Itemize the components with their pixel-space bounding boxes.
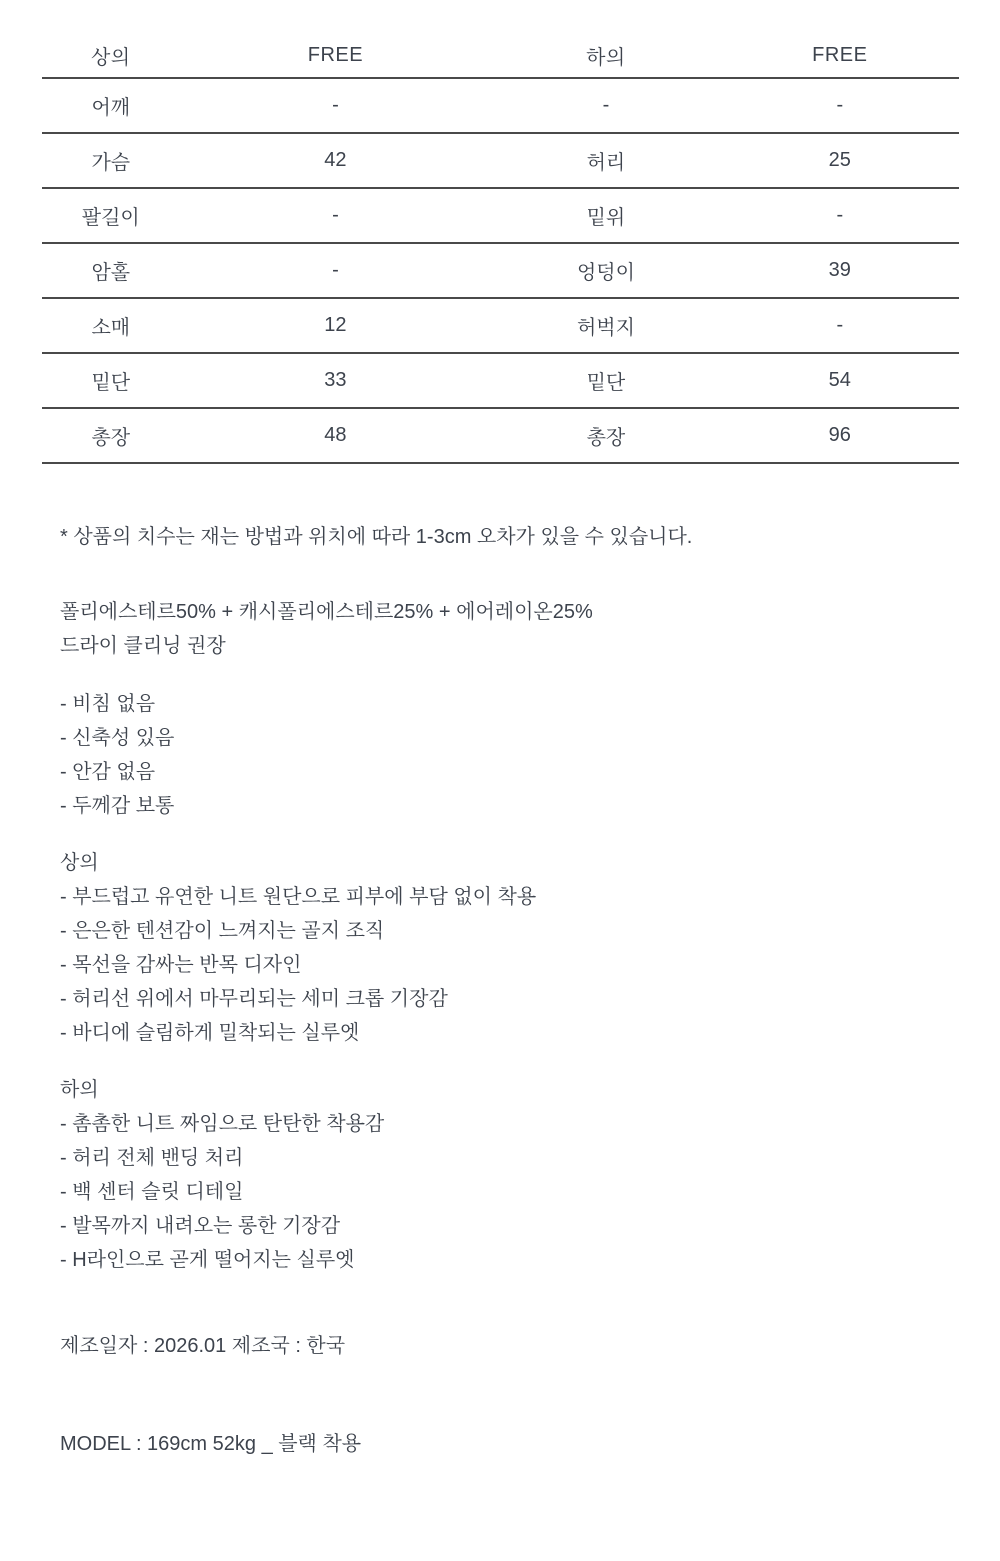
list-item: - 두께감 보통 [60, 795, 175, 817]
size-table-row [42, 298, 959, 353]
size-table-cell: 밑단 [42, 353, 180, 408]
size-table-cell: 팔길이 [42, 188, 180, 243]
size-table-cell: 33 [180, 353, 492, 408]
size-table-cell: 39 [721, 243, 959, 298]
size-table-cell: 밑단 [491, 353, 720, 408]
size-table-cell: 96 [721, 408, 959, 463]
list-item: - H라인으로 곧게 떨어지는 실루엣 [60, 1249, 355, 1271]
size-table-cell: - [180, 78, 492, 133]
top-section-title: 상의 [60, 852, 99, 874]
product-detail-page [0, 34, 1000, 1461]
size-table-cell: 허리 [491, 133, 720, 188]
size-table-cell: 소매 [42, 298, 180, 353]
size-table-row [42, 243, 959, 298]
list-item: - 허리 전체 밴딩 처리 [60, 1147, 244, 1169]
size-table [42, 34, 959, 464]
size-table-cell: 42 [180, 133, 492, 188]
size-table-cell: 54 [721, 353, 959, 408]
size-table-header-cell: 하의 [491, 34, 720, 78]
size-table-cell: 어깨 [42, 78, 180, 133]
top-section-items [60, 880, 1000, 1050]
size-table-cell: 25 [721, 133, 959, 188]
size-table-cell: - [721, 188, 959, 243]
size-table-cell: 밑위 [491, 188, 720, 243]
size-table-header-cell: FREE [721, 34, 959, 78]
size-table-cell: - [721, 298, 959, 353]
fabric-composition: 폴리에스테르50% + 캐시폴리에스테르25% + 에어레이온25% [60, 601, 593, 623]
list-item: - 신축성 있음 [60, 727, 175, 749]
size-table-cell: 총장 [42, 408, 180, 463]
size-table-row [42, 188, 959, 243]
manufacture-info: 제조일자 : 2026.01 제조국 : 한국 [60, 1335, 346, 1357]
bottom-section-items [60, 1107, 1000, 1277]
list-item: - 비침 없음 [60, 693, 156, 715]
size-table-cell: 12 [180, 298, 492, 353]
size-table-body [42, 78, 959, 463]
list-item: - 허리선 위에서 마무리되는 세미 크롭 기장감 [60, 988, 448, 1010]
size-table-cell: - [180, 243, 492, 298]
size-table-cell: - [491, 78, 720, 133]
list-item: - 발목까지 내려오는 롱한 기장감 [60, 1215, 341, 1237]
description-text-area [60, 520, 1000, 1461]
fabric-properties-list [60, 687, 1000, 823]
care-instruction: 드라이 클리닝 권장 [60, 635, 226, 657]
size-table-row [42, 133, 959, 188]
size-table-header-cell: 상의 [42, 34, 180, 78]
size-table-header-cell: FREE [180, 34, 492, 78]
list-item: - 바디에 슬림하게 밀착되는 실루엣 [60, 1022, 360, 1044]
list-item: - 목선을 감싸는 반목 디자인 [60, 954, 302, 976]
size-table-row [42, 78, 959, 133]
size-table-cell: 암홀 [42, 243, 180, 298]
size-table-cell: 허벅지 [491, 298, 720, 353]
fabric-block [60, 595, 1000, 663]
bottom-section-title: 하의 [60, 1079, 99, 1101]
size-table-cell: - [180, 188, 492, 243]
list-item: - 안감 없음 [60, 761, 156, 783]
list-item: - 백 센터 슬릿 디테일 [60, 1181, 244, 1203]
list-item: - 은은한 텐션감이 느껴지는 골지 조직 [60, 920, 385, 942]
size-table-row [42, 408, 959, 463]
size-table-row [42, 353, 959, 408]
size-table-header-row [42, 34, 959, 78]
model-info: MODEL : 169cm 52kg _ 블랙 착용 [60, 1433, 362, 1455]
size-table-cell: - [721, 78, 959, 133]
size-table-cell: 가슴 [42, 133, 180, 188]
size-table-cell: 48 [180, 408, 492, 463]
bottom-garment-section [60, 1073, 1000, 1277]
size-table-cell: 엉덩이 [491, 243, 720, 298]
list-item: - 부드럽고 유연한 니트 원단으로 피부에 부담 없이 착용 [60, 886, 537, 908]
size-table-cell: 총장 [491, 408, 720, 463]
size-disclaimer: * 상품의 치수는 재는 방법과 위치에 따라 1-3cm 오차가 있을 수 있습니다. [60, 526, 693, 548]
top-garment-section [60, 846, 1000, 1050]
list-item: - 촘촘한 니트 짜임으로 탄탄한 착용감 [60, 1113, 385, 1135]
